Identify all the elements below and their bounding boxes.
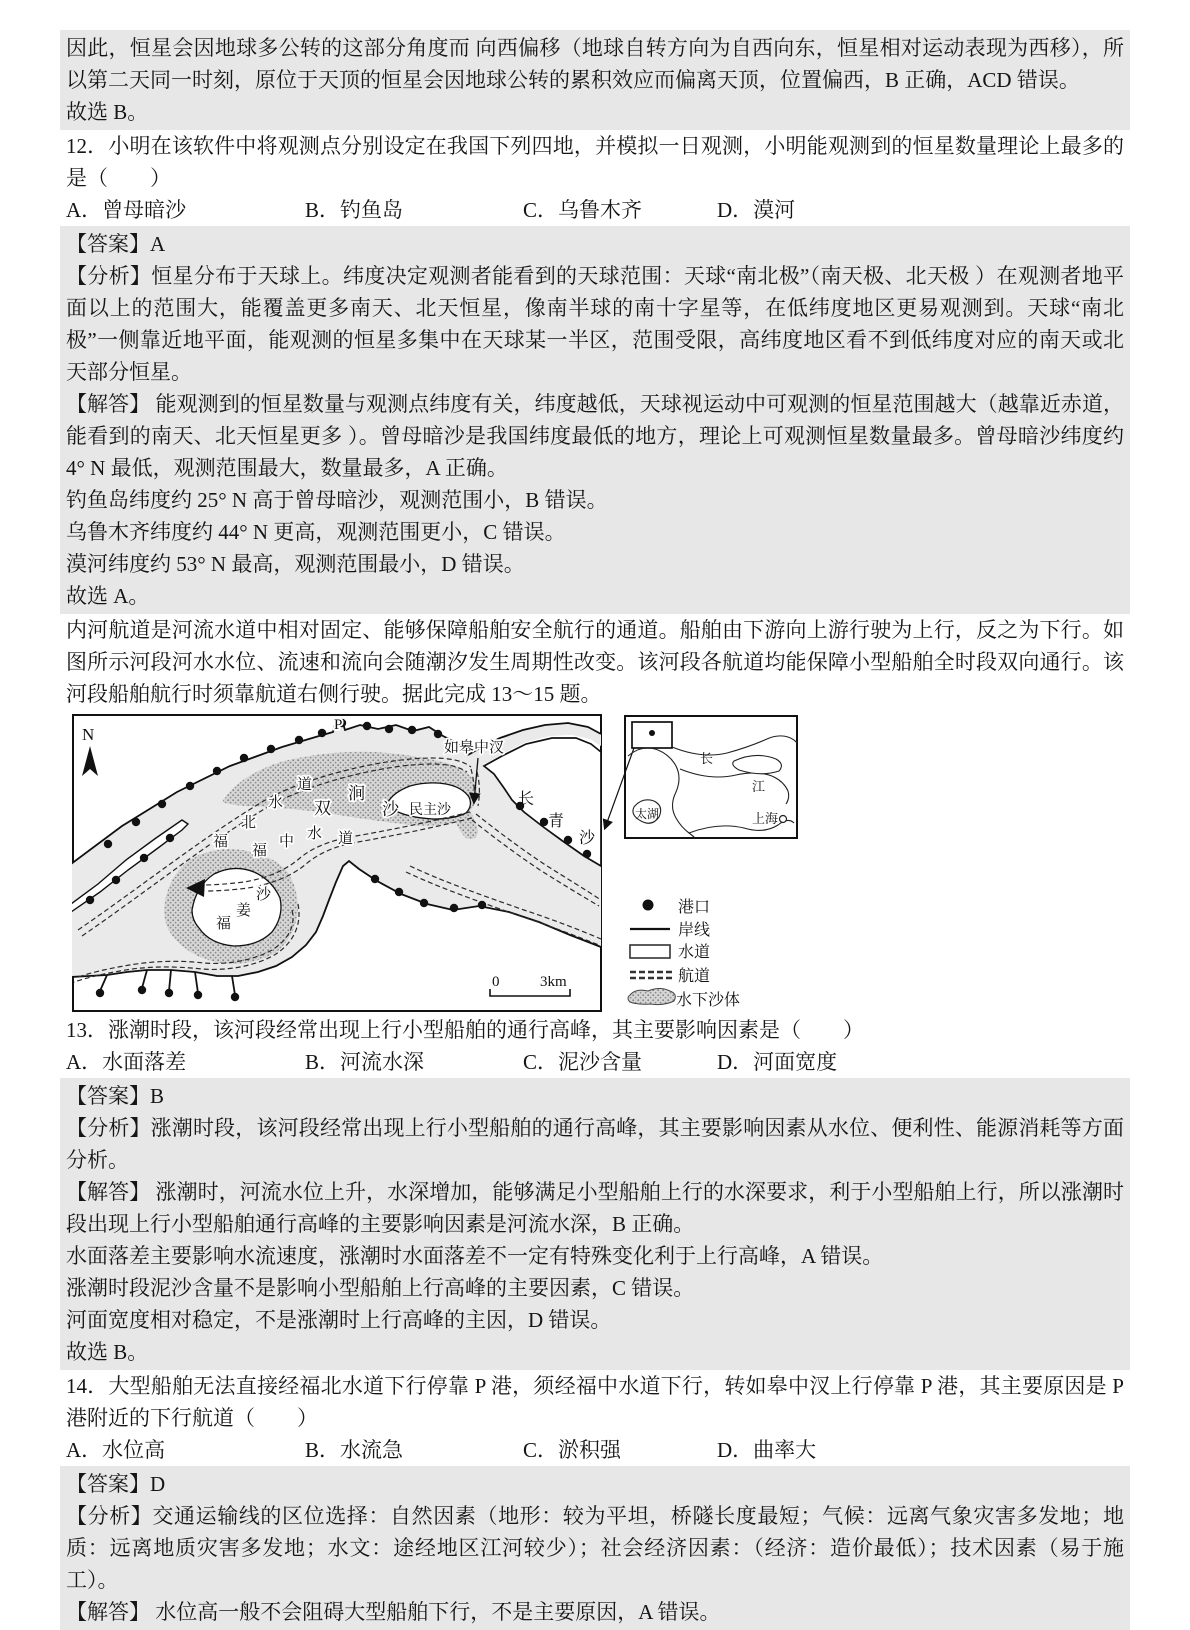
q11-explanation-tail: 因此，恒星会因地球多公转的这部分角度而 向西偏移（地球自转方向为自西向东，恒星相对运动表现为西移），所以第二天同一时刻，原位于天顶的恒星会因地球公转的累积效应而偏离天顶，位置偏西，B 正确，ACD 错误。 xyxy=(66,36,1124,92)
q13-line-d: 河面宽度相对稳定，不是涨潮时上行高峰的主因，D 错误。 xyxy=(66,1308,612,1332)
q14-answer: 【答案】D xyxy=(66,1472,166,1496)
q13-options xyxy=(66,1046,1124,1078)
answer-block-q12 xyxy=(60,226,1130,614)
svg-text:北: 北 xyxy=(241,815,257,831)
svg-text:水: 水 xyxy=(268,795,284,811)
svg-text:沙: 沙 xyxy=(579,830,596,847)
q12-line-c: 乌鲁木齐纬度约 44° N 更高，观测范围更小，C 错误。 xyxy=(66,520,566,544)
q14-options xyxy=(66,1434,1124,1466)
q12-line-d: 漠河纬度约 53° N 最高，观测范围最小，D 错误。 xyxy=(66,552,525,576)
inset-river-label-2: 江 xyxy=(752,779,766,794)
svg-text:福: 福 xyxy=(213,834,229,850)
svg-text:涧: 涧 xyxy=(348,784,365,803)
q12-line-b: 钓鱼岛纬度约 25° N 高于曾母暗沙，观测范围小，B 错误。 xyxy=(66,488,608,512)
main-map xyxy=(72,715,601,1011)
legend-port-label: 港口 xyxy=(678,899,711,916)
q12-explanation: 【解答】 能观测到的恒星数量与观测点纬度有关，纬度越低，天球视运动中可观测的恒星范围越大（越靠近赤道，能看到的南天、北天恒星更多 ）。曾母暗沙是我国纬度最低的地方，理论上可观测恒星数量最多。曾母暗沙纬度约 4° N 最低，观测范围最大，数量最多，A 正确。 xyxy=(66,392,1124,480)
q13-line-c: 涨潮时段泥沙含量不是影响小型船舶上行高峰的主要因素，C 错误。 xyxy=(66,1276,695,1300)
svg-text:福: 福 xyxy=(216,916,232,932)
map-legend xyxy=(628,898,740,1009)
q13-analysis: 【分析】涨潮时段，该河段经常出现上行小型船舶的通行高峰，其主要影响因素从水位、便利性、能源消耗等方面分析。 xyxy=(66,1116,1124,1172)
svg-text:沙: 沙 xyxy=(382,800,399,819)
option-d: D．河面宽度 xyxy=(717,1050,838,1074)
legend-port-dot-icon xyxy=(643,900,654,911)
q12-analysis: 【分析】恒星分布于天球上。纬度决定观测者能看到的天球范围：天球“南北极”（南天极、北天极 ）在观测者地平面以上的范围大，能覆盖更多南天、北天恒星，像南半球的南十字星等，在低纬度地区更易观测到。天球“南北极”一侧靠近地平面，能观测的恒星多集中在天球某一半区，范围受限，高纬度地区看不到低纬度对应的南天或北天部分恒星。 xyxy=(66,264,1124,384)
compass-label: N xyxy=(82,725,95,744)
svg-text:0: 0 xyxy=(492,974,500,990)
option-d: D．曲率大 xyxy=(717,1438,817,1462)
svg-text:双: 双 xyxy=(314,799,331,818)
inset-river-label-1: 长 xyxy=(700,751,714,766)
q11-conclusion: 故选 B。 xyxy=(66,100,149,124)
inset-city-label: 上海 xyxy=(752,811,779,826)
svg-text:道: 道 xyxy=(338,831,354,847)
option-c: C．泥沙含量 xyxy=(523,1050,643,1074)
q14-analysis: 【分析】交通运输线的区位选择：自然因素（地形：较为平坦，桥隧长度最短；气候：远离气象灾害多发地；地质：远离地质灾害多发地；水文：途经地区江河较少）；社会经济因素：（经济：造价最低）；技术因素（易于施工）。 xyxy=(66,1504,1124,1592)
inset-location-dot xyxy=(649,730,655,736)
svg-text:青: 青 xyxy=(548,813,565,830)
svg-text:姜: 姜 xyxy=(236,903,252,919)
minzhusha-label: 民主沙 xyxy=(409,803,451,818)
option-b: B．钓鱼岛 xyxy=(305,198,404,222)
passage-inland-waterway: 内河航道是河流水道中相对固定、能够保障船舶安全航行的通道。船舶由下游向上游行驶为上行，反之为下行。如图所示河段河水水位、流速和流向会随潮汐发生周期性改变。该河段各航道均能保障小型船舶全时段双向通行。该河段船舶航行时须靠航道右侧行驶。据此完成 13～15 题。 xyxy=(66,618,1124,706)
svg-text:福: 福 xyxy=(252,843,268,859)
option-a: A．水面落差 xyxy=(66,1050,187,1074)
river-map-figure xyxy=(72,714,800,1012)
q14-explanation: 【解答】 水位高一般不会阻碍大型船舶下行，不是主要原因，A 错误。 xyxy=(66,1600,721,1624)
option-c: C．淤积强 xyxy=(523,1438,622,1462)
option-d: D．漠河 xyxy=(717,198,796,222)
city-circle-icon xyxy=(780,816,787,823)
svg-text:3km: 3km xyxy=(540,974,567,990)
legend-channel-icon xyxy=(630,972,674,978)
svg-text:水: 水 xyxy=(307,826,323,842)
option-a: A．曾母暗沙 xyxy=(66,198,187,222)
q12-conclusion: 故选 A。 xyxy=(66,584,150,608)
legend-sandbody-icon xyxy=(628,989,675,1005)
answer-block-q11 xyxy=(60,30,1130,130)
q13-conclusion: 故选 B。 xyxy=(66,1340,149,1364)
legend-sandbody-label: 水下沙体 xyxy=(676,992,741,1009)
option-b: B．水流急 xyxy=(305,1438,404,1462)
q14-stem: 14．大型船舶无法直接经福北水道下行停靠 P 港，须经福中水道下行，转如皋中汊上行停靠 P 港，其主要原因是 P 港附近的下行航道（ ） xyxy=(66,1374,1124,1430)
q12-options xyxy=(66,194,1124,226)
svg-text:长: 长 xyxy=(518,791,535,808)
answer-block-q14 xyxy=(60,1466,1130,1630)
option-c: C．乌鲁木齐 xyxy=(523,198,643,222)
port-p-label: P xyxy=(334,717,343,733)
q13-line-a: 水面落差主要影响水流速度，涨潮时水面落差不一定有特殊变化利于上行高峰，A 错误。 xyxy=(66,1244,884,1268)
q12-answer: 【答案】A xyxy=(66,232,166,256)
inset-map xyxy=(605,716,797,838)
svg-text:道: 道 xyxy=(297,777,313,793)
svg-text:沙: 沙 xyxy=(256,887,272,903)
rugao-channel-label: 如皋中汊 xyxy=(443,740,505,756)
legend-waterway-icon xyxy=(630,945,670,958)
legend-waterway-label: 水道 xyxy=(678,944,711,961)
inset-lake-label: 太湖 xyxy=(635,807,660,821)
q13-explanation: 【解答】 涨潮时，河流水位上升，水深增加，能够满足小型船舶上行的水深要求，利于小型船舶上行，所以涨潮时段出现上行小型船舶通行高峰的主要影响因素是河流水深，B 正确。 xyxy=(66,1180,1124,1236)
legend-channel-label: 航道 xyxy=(678,968,711,985)
q13-answer: 【答案】B xyxy=(66,1084,165,1108)
option-b: B．河流水深 xyxy=(305,1050,425,1074)
legend-shoreline-label: 岸线 xyxy=(678,922,711,939)
q13-stem: 13．涨潮时段，该河段经常出现上行小型船舶的通行高峰，其主要影响因素是（ ） xyxy=(66,1018,864,1042)
q12-stem: 12．小明在该软件中将观测点分别设定在我国下列四地，并模拟一日观测，小明能观测到的恒星数量理论上最多的是（ ） xyxy=(66,134,1124,190)
answer-block-q13 xyxy=(60,1078,1130,1370)
svg-text:中: 中 xyxy=(279,834,295,850)
option-a: A．水位高 xyxy=(66,1438,166,1462)
